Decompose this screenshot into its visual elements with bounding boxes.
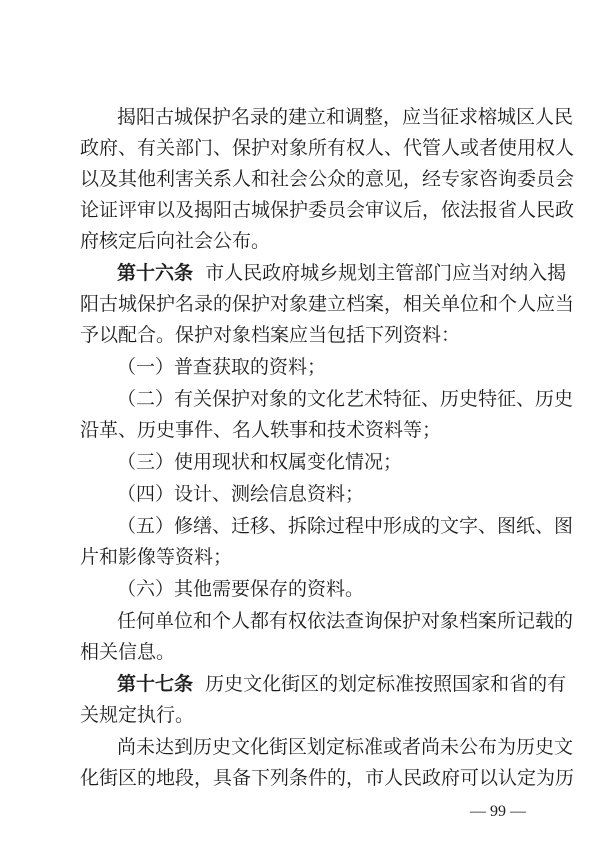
text-line: 揭阳古城保护名录的建立和调整，应当征求榕城区人民: [117, 106, 574, 128]
list-item: （五）修缮、迁移、拆除过程中形成的文字、图纸、图: [117, 515, 574, 537]
text-line: 任何单位和个人都有权依法查询保护对象档案所记载的: [117, 610, 574, 632]
text-line: 尚未达到历史文化街区划定标准或者尚未公布为历史文: [117, 736, 574, 758]
list-item: （四）设计、测绘信息资料；: [117, 483, 365, 505]
list-item: （二）有关保护对象的文化艺术特征、历史特征、历史: [117, 388, 574, 410]
text-line: 府核定后向社会公布。: [80, 230, 271, 252]
text-line: 论证评审以及揭阳古城保护委员会审议后，依法报省人民政: [80, 199, 575, 221]
list-item-continuation: 片和影像等资料；: [80, 546, 233, 568]
text-line: 政府、有关部门、保护对象所有权人、代管人或者使用权人: [80, 137, 575, 159]
article-number: 第十七条: [117, 673, 194, 695]
list-item: （三）使用现状和权属变化情况；: [117, 451, 403, 473]
text-line: 化街区的地段，具备下列条件的，市人民政府可以认定为历: [80, 767, 575, 789]
page-number: — 99 —: [470, 803, 526, 820]
article-16-heading: 第十六条 市人民政府城乡规划主管部门应当对纳入揭: [117, 262, 567, 284]
text-line: 予以配合。保护对象档案应当包括下列资料：: [80, 324, 461, 346]
list-item: （六）其他需要保存的资料。: [117, 578, 365, 600]
text-line: 阳古城保护名录的保护对象建立档案，相关单位和个人应当: [80, 293, 575, 315]
article-17-heading: 第十七条 历史文化街区的划定标准按照国家和省的有: [117, 673, 567, 695]
list-item-continuation: 沿革、历史事件、名人轶事和技术资料等；: [80, 419, 442, 441]
list-item: （一）普查获取的资料；: [117, 356, 327, 378]
text-line: 以及其他利害关系人和社会公众的意见，经专家咨询委员会: [80, 168, 575, 190]
text-line: 相关信息。: [80, 641, 176, 663]
article-number: 第十六条: [117, 262, 194, 284]
text-line: 关规定执行。: [80, 704, 195, 726]
